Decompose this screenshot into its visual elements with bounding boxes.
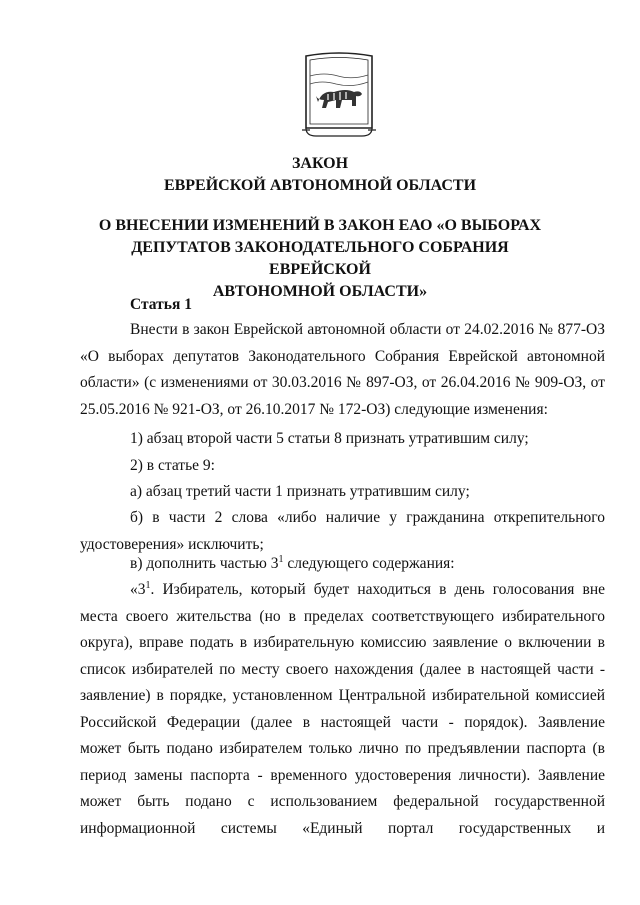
paragraph-item-a: [80, 479, 605, 506]
paragraph-line: может быть подано избирателем только лично по предъявлении паспорта (в: [80, 740, 605, 757]
paragraph-line: а) абзац третий части 1 признать утратившим силу;: [130, 483, 470, 500]
paragraph-line: б) в части 2 слова «либо наличие у гражданина открепительного: [130, 509, 605, 526]
paragraph-line: [80, 551, 605, 578]
paragraph-line: может быть подано с использованием федеральной государственной: [80, 793, 605, 810]
paragraph-item-c: [80, 551, 605, 578]
paragraph-line: 2) в статье 9:: [130, 457, 215, 474]
law-subtitle: [80, 215, 560, 303]
paragraph-line: 1) абзац второй части 5 статьи 8 признать утратившим силу;: [130, 430, 529, 447]
paragraph-line: «О выборах депутатов Законодательного Собрания Еврейской автономной: [80, 347, 605, 365]
law-subtitle-line2: ДЕПУТАТОВ ЗАКОНОДАТЕЛЬНОГО СОБРАНИЯ ЕВРЕЙСКОЙ: [131, 239, 509, 278]
paragraph-item-1: [80, 426, 605, 453]
part-open: «3: [130, 581, 146, 598]
paragraph-item-2: [80, 453, 605, 480]
law-title-line1: ЗАКОН: [291, 155, 349, 172]
paragraph-line: заявление) в порядке, установленном Центральной избирательной комиссией: [80, 687, 605, 704]
paragraph-line: округа), вправе подать в избирательную комиссию заявление о включении в: [80, 634, 605, 651]
paragraph-line: удостоверения» исключить;: [80, 535, 264, 553]
law-subtitle-line1: О ВНЕСЕНИИ ИЗМЕНЕНИЙ В ЗАКОН ЕАО «О ВЫБОРАХ: [98, 217, 542, 234]
paragraph-line: [80, 577, 605, 604]
law-title-line2: ЕВРЕЙСКОЙ АВТОНОМНОЙ ОБЛАСТИ: [163, 177, 477, 194]
item-c-post: следующего содержания:: [283, 555, 455, 572]
paragraph-line: места своего жительства (но в пределах соответствующего избирательного: [80, 607, 605, 625]
law-subtitle-line3: АВТОНОМНОЙ ОБЛАСТИ»: [212, 283, 428, 300]
paragraph-intro: [80, 317, 605, 423]
emblem-tiger-icon: [302, 50, 376, 140]
paragraph-line: области» (с изменениями от 30.03.2016 № 897-ОЗ, от 26.04.2016 № 909-ОЗ, от: [80, 374, 605, 391]
item-c-superscript: 1: [278, 553, 284, 565]
article-heading: Статья 1: [130, 296, 192, 313]
paragraph-line: период замены паспорта - временного удостоверения личности). Заявление: [80, 766, 605, 784]
part-superscript: 1: [145, 579, 151, 591]
law-title: [80, 153, 560, 197]
paragraph-part-3-1: [80, 577, 605, 842]
paragraph-line: Российской Федерации (далее в настоящей части - порядок). Заявление: [80, 713, 605, 731]
item-c-pre: в) дополнить частью 3: [130, 555, 279, 572]
paragraph-line: информационной системы «Единый портал государственных и: [80, 819, 605, 837]
paragraph-line: список избирателей по месту своего нахождения (далее в настоящей части -: [80, 660, 605, 678]
part-first-line: . Избиратель, который будет находиться в день голосования вне: [150, 581, 605, 598]
paragraph-line: Внести в закон Еврейской автономной области от 24.02.2016 № 877-ОЗ: [130, 321, 605, 338]
paragraph-line: 25.05.2016 № 921-ОЗ, от 26.10.2017 № 172-ОЗ) следующие изменения:: [80, 400, 548, 418]
